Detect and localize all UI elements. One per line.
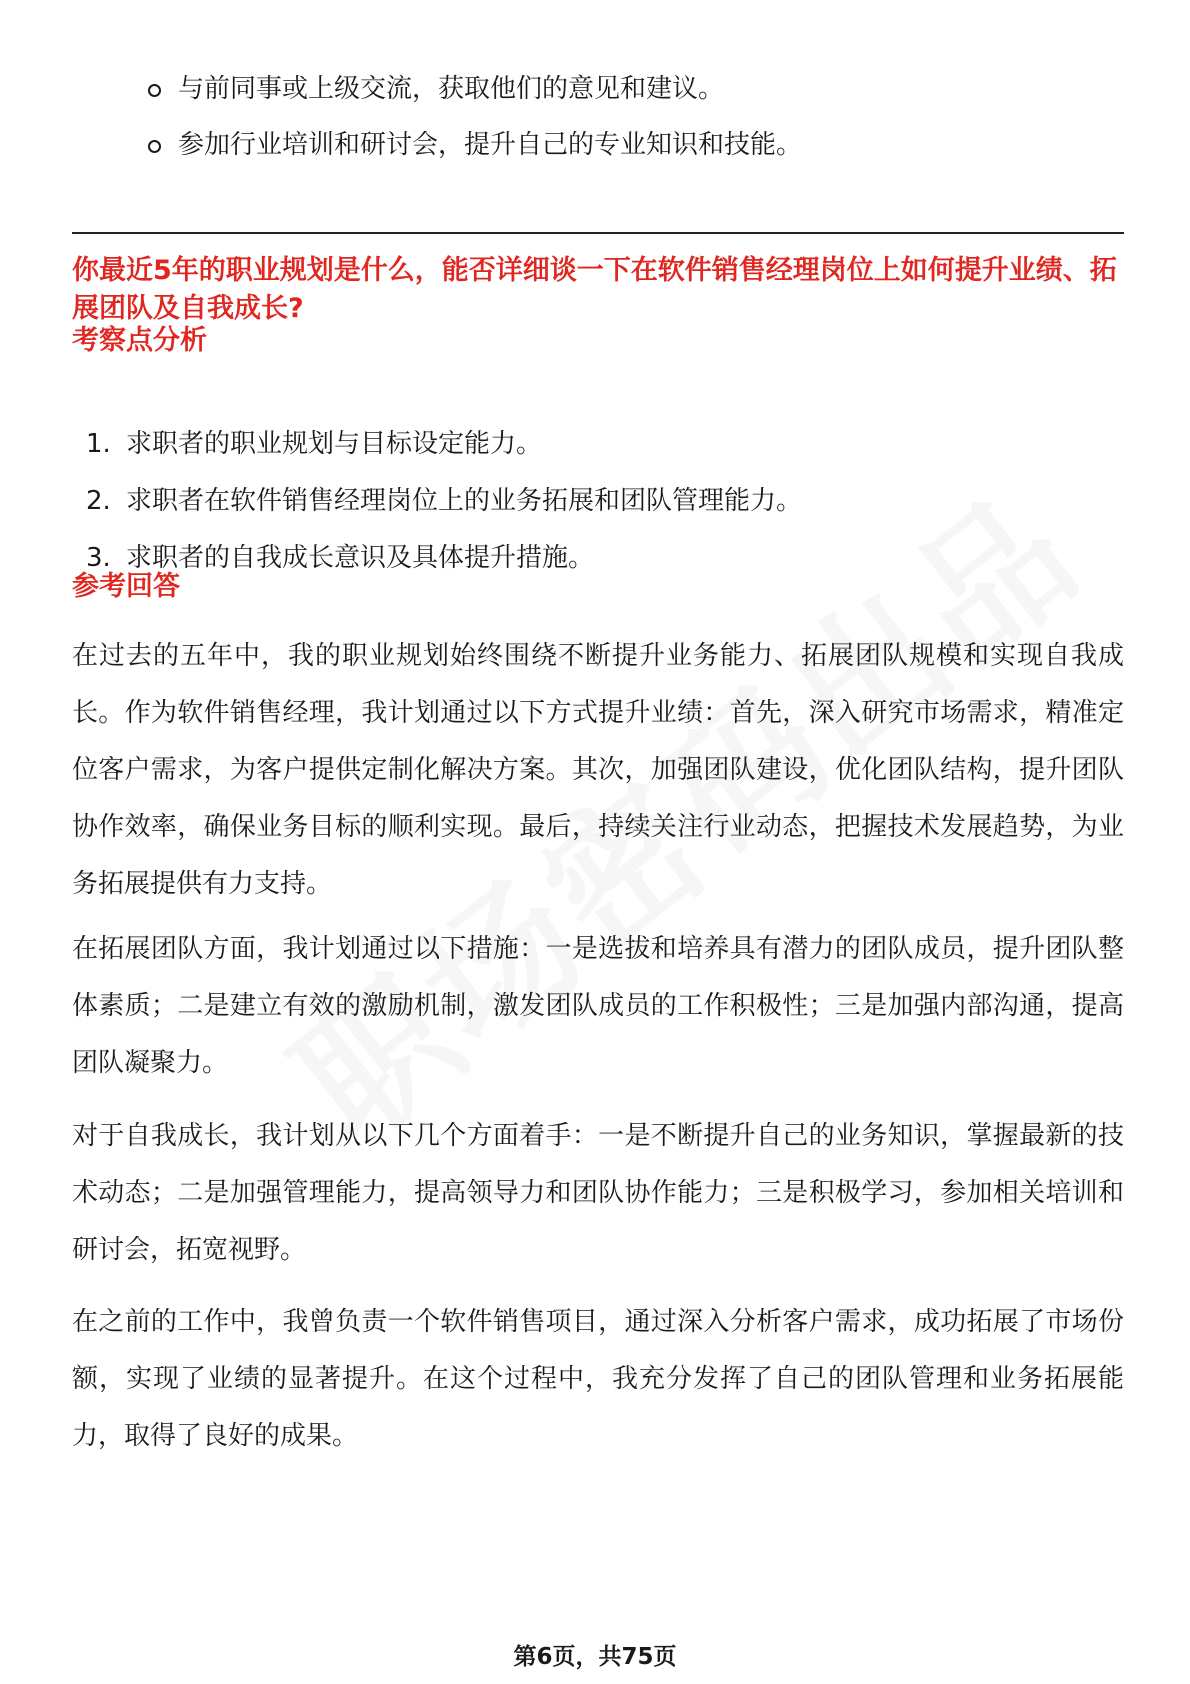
list-text: 求职者的自我成长意识及具体提升措施。 — [126, 543, 595, 573]
section-divider — [72, 232, 1124, 234]
answer-paragraph: 在之前的工作中，我曾负责一个软件销售项目，通过深入分析客户需求，成功拓展了市场份额，实现了业绩的显著提升。在这个过程中，我充分发挥了自己的团队管理和业务拓展能力，取得了良好的成果。 — [72, 1307, 1124, 1451]
list-text: 求职者在软件销售经理岗位上的业务拓展和团队管理能力。 — [126, 486, 803, 516]
list-item — [86, 482, 1086, 520]
answer-paragraph: 在拓展团队方面，我计划通过以下措施：一是选拔和培养具有潜力的团队成员，提升团队整体素质；二是建立有效的激励机制，激发团队成员的工作积极性；三是加强内部沟通，提高团队凝聚力。 — [72, 934, 1124, 1078]
question-heading: 你最近5年的职业规划是什么，能否详细谈一下在软件销售经理岗位上如何提升业绩、拓展团队及自我成长? — [72, 255, 1117, 324]
list-text: 求职者的职业规划与目标设定能力。 — [126, 429, 543, 459]
analysis-list — [86, 425, 1086, 596]
answer-paragraph: 对于自我成长，我计划从以下几个方面着手：一是不断提升自己的业务知识，掌握最新的技术动态；二是加强管理能力，提高领导力和团队协作能力；三是积极学习，参加相关培训和研讨会，拓宽视野。 — [72, 1121, 1124, 1265]
list-item: 参加行业培训和研讨会，提升自己的专业知识和技能。 — [146, 126, 1106, 164]
analysis-title: 考察点分析 — [72, 325, 207, 356]
list-item — [86, 539, 1086, 577]
list-number: 2. — [86, 486, 111, 516]
list-item: 与前同事或上级交流，获取他们的意见和建议。 — [146, 70, 1106, 108]
page-footer: 第6页，共75页 — [513, 1644, 677, 1670]
answer-paragraph: 在过去的五年中，我的职业规划始终围绕不断提升业务能力、拓展团队规模和实现自我成长。作为软件销售经理，我计划通过以下方式提升业绩：首先，深入研究市场需求，精准定位客户需求，为客户提供定制化解决方案。其次，加强团队建设，优化团队结构，提升团队协作效率，确保业务目标的顺利实现。最后，持续关注行业动态，把握技术发展趋势，为业务拓展提供有力支持。 — [72, 641, 1124, 899]
answer-title: 参考回答 — [72, 571, 180, 602]
list-item — [86, 425, 1086, 463]
list-number: 1. — [86, 429, 111, 459]
list-number: 3. — [86, 543, 111, 573]
top-bullet-list — [146, 70, 1106, 182]
